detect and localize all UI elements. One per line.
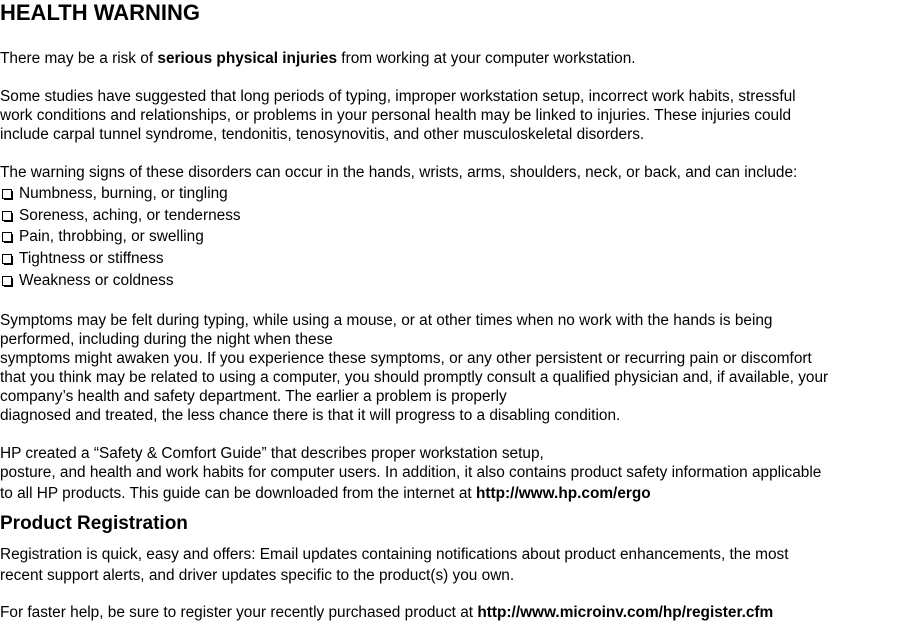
guide-line-2: posture, and health and work habits for computer users. In addition, it also contains product safety information applicable bbox=[0, 464, 822, 481]
symptoms-line-3: symptoms might awaken you. If you experience these symptoms, or any other persistent or recurring pain or discomfort bbox=[0, 350, 812, 367]
signs-intro: The warning signs of these disorders can occur in the hands, wrists, arms, shoulders, neck, or back, and can include: bbox=[0, 164, 798, 181]
sign-label: Tightness or stiffness bbox=[19, 250, 164, 267]
checkbox-bullet-icon bbox=[2, 253, 13, 264]
registration-line-2: recent support alerts, and driver updates specific to the product(s) you own. bbox=[0, 567, 515, 584]
sign-label: Numbness, burning, or tingling bbox=[19, 185, 228, 202]
studies-line-2: work conditions and relationships, or problems in your personal health may be linked to injuries. These injuries could bbox=[0, 107, 792, 124]
sign-list-item bbox=[0, 184, 228, 203]
checkbox-bullet-icon bbox=[2, 231, 13, 242]
register-help-text: For faster help, be sure to register your recently purchased product at bbox=[0, 604, 478, 621]
sign-list-item bbox=[0, 227, 204, 246]
guide-line-3 bbox=[0, 484, 651, 503]
register-url-link[interactable]: http://www.microinv.com/hp/register.cfm bbox=[477, 604, 774, 621]
registration-line-1: Registration is quick, easy and offers: Email updates containing notifications about product enhancements, the most bbox=[0, 546, 789, 563]
symptoms-line-1: Symptoms may be felt during typing, while using a mouse, or at other times when no work with the hands is being bbox=[0, 312, 773, 329]
sign-label: Pain, throbbing, or swelling bbox=[19, 228, 204, 245]
studies-line-1: Some studies have suggested that long periods of typing, improper workstation setup, incorrect work habits, stressful bbox=[0, 88, 796, 105]
risk-emphasis: serious physical injuries bbox=[157, 50, 338, 67]
risk-text-end: from working at your computer workstation. bbox=[337, 50, 636, 67]
symptoms-line-6: diagnosed and treated, the less chance there is that it will progress to a disabling condition. bbox=[0, 407, 621, 424]
health-warning-title: HEALTH WARNING bbox=[0, 0, 201, 25]
guide-line-1: HP created a “Safety & Comfort Guide” that describes proper workstation setup, bbox=[0, 445, 544, 462]
sign-label: Weakness or coldness bbox=[19, 272, 174, 289]
risk-paragraph bbox=[0, 49, 636, 68]
checkbox-bullet-icon bbox=[2, 188, 13, 199]
sign-list-item bbox=[0, 206, 241, 225]
symptoms-line-4: that you think may be related to using a computer, you should promptly consult a qualified physician and, if available, your bbox=[0, 369, 829, 386]
register-help-line bbox=[0, 603, 773, 622]
guide-text: to all HP products. This guide can be downloaded from the internet at bbox=[0, 485, 476, 502]
checkbox-bullet-icon bbox=[2, 275, 13, 286]
symptoms-line-2: performed, including during the night when these bbox=[0, 331, 333, 348]
studies-line-3: include carpal tunnel syndrome, tendonitis, tenosynovitis, and other musculoskeletal disorders. bbox=[0, 126, 645, 143]
symptoms-line-5: company’s health and safety department. The earlier a problem is properly bbox=[0, 388, 507, 405]
checkbox-bullet-icon bbox=[2, 210, 13, 221]
risk-text-start: There may be a risk of bbox=[0, 50, 158, 67]
sign-list-item bbox=[0, 249, 164, 268]
sign-list-item bbox=[0, 271, 174, 290]
product-registration-title: Product Registration bbox=[0, 513, 188, 534]
sign-label: Soreness, aching, or tenderness bbox=[19, 207, 241, 224]
ergo-url-link[interactable]: http://www.hp.com/ergo bbox=[475, 485, 651, 502]
